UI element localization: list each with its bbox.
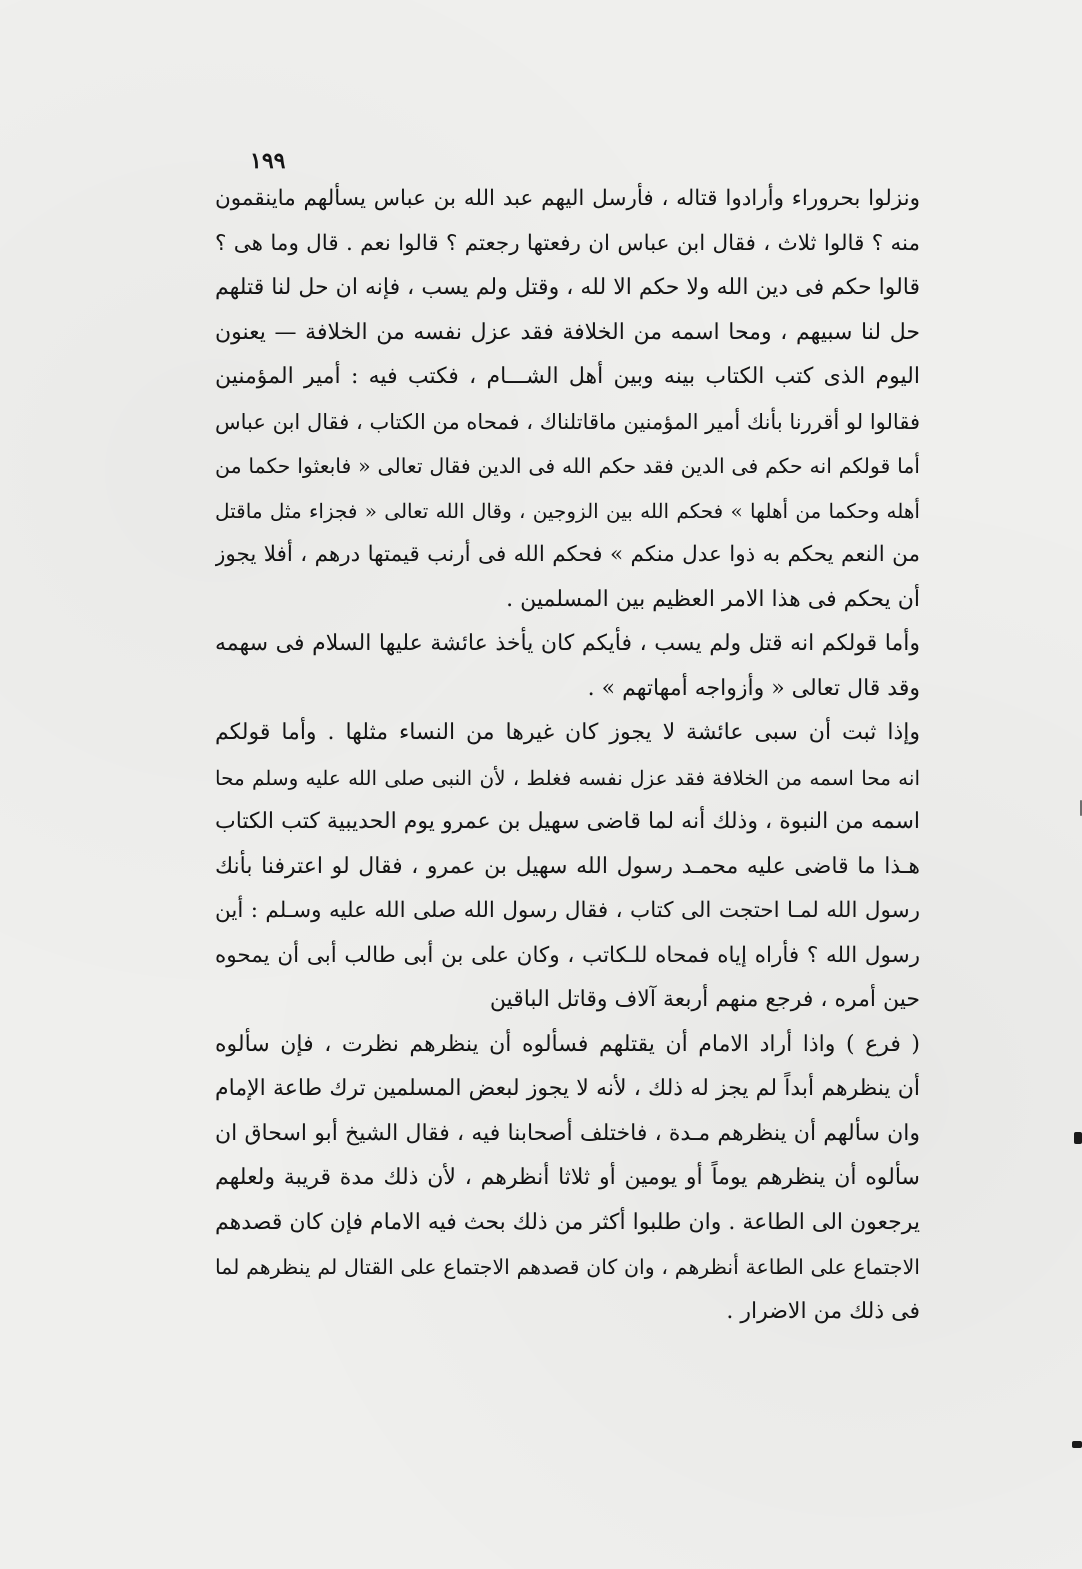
text-line: أما قولكم انه حكم فى الدين فقد حكم الله فى الدين فقال تعالى « فابعثوا حكما من — [215, 454, 920, 478]
text-line: من النعم يحكم به ذوا عدل منكم » فحكم الله فى أرنب قيمتها درهم ، أفلا يجوز — [215, 542, 920, 567]
text-line: أن يحكم فى هذا الامر العظيم بين المسلمين . — [506, 586, 920, 612]
text-line: ونزلوا بحروراء وأرادوا قتاله ، فأرسل اليهم عبد الله بن عباس يسألهم ماينقمون — [215, 186, 920, 211]
text-line: أن ينظرهم أبداً لم يجز له ذلك ، لأنه لا يجوز لبعض المسلمين ترك طاعة الإمام — [215, 1076, 920, 1101]
text-line: وأما قولكم انه قتل ولم يسب ، فأيكم كان يأخذ عائشة عليها السلام فى سهمه — [215, 631, 920, 656]
text-line: حين أمره ، فرجع منهم أربعة آلاف وقاتل الباقين — [489, 987, 920, 1012]
text-line: الاجتماع على الطاعة أنظرهم ، وان كان قصدهم الاجتماع على القتال لم ينظرهم لما — [215, 1255, 920, 1279]
text-line: ( فرع ) واذا أراد الامام أن يقتلهم فسألوه أن ينظرهم نظرت ، فإن سألوه — [215, 1031, 920, 1057]
text-line: فى ذلك من الاضرار . — [726, 1298, 920, 1324]
text-line: يرجعون الى الطاعة . وان طلبوا أكثر من ذلك بحث فيه الامام فإن كان قصدهم — [215, 1209, 920, 1235]
text-line: رسول الله ؟ فأراه إياه فمحاه للـكاتب ، وكان على بن أبى طالب أبى أن يمحوه — [215, 942, 920, 968]
text-line: أهله وحكما من أهلها » فحكم الله بين الزوجين ، وقال الله تعالى « فجزاء مثل ماقتل — [215, 498, 920, 523]
text-line: هـذا ما قاضى عليه محمـد رسول الله سهيل بن عمرو ، فقال لو اعترفنا بأنك — [215, 853, 920, 879]
text-line: فقالوا لو أقررنا بأنك أمير المؤمنين ماقاتلناك ، فمحاه من الكتاب ، فقال ابن عباس — [215, 409, 920, 434]
scan-artifact — [1074, 1132, 1082, 1144]
text-line: سألوه أن ينظرهم يوماً أو يومين أو ثلاثا أنظرهم ، لأن ذلك مدة قريبة ولعلهم — [215, 1165, 920, 1190]
body-text — [215, 177, 920, 1334]
text-line: اليوم الذى كتب الكتاب بينه وبين أهل الشـــام ، فكتب فيه : أمير المؤمنين — [215, 364, 920, 389]
text-line: رسول الله لمـا احتجت الى كتاب ، فقال رسول الله صلى الله عليه وسـلم : أين — [215, 898, 920, 923]
page-number: ١٩٩ — [250, 148, 286, 174]
text-line: وقد قال تعالى « وأزواجه أمهاتهم » . — [587, 675, 920, 701]
text-line: وان سألهم أن ينظرهم مـدة ، فاختلف أصحابنا فيه ، فقال الشيخ أبو اسحاق ان — [215, 1120, 920, 1146]
text-line: قالوا حكم فى دين الله ولا حكم الا لله ، وقتل ولم يسب ، فإنه ان حل لنا قتلهم — [215, 275, 920, 300]
scan-artifact — [1072, 1441, 1082, 1448]
text-line: انه محا اسمه من الخلافة فقد عزل نفسه فغلط ، لأن النبى صلى الله عليه وسلم محا — [215, 765, 920, 790]
text-line: وإذا ثبت أن سبى عائشة لا يجوز كان غيرها من النساء مثلها . وأما قولكم — [215, 720, 920, 745]
text-line: منه ؟ قالوا ثلاث ، فقال ابن عباس ان رفعتها رجعتم ؟ قالوا نعم . قال وما هى ؟ — [215, 230, 920, 256]
text-line: حل لنا سبيهم ، ومحا اسمه من الخلافة فقد عزل نفسه من الخلافة — يعنون — [215, 319, 920, 345]
text-line: اسمه من النبوة ، وذلك أنه لما قاضى سهيل بن عمرو يوم الحديبية كتب الكتاب — [215, 809, 920, 834]
